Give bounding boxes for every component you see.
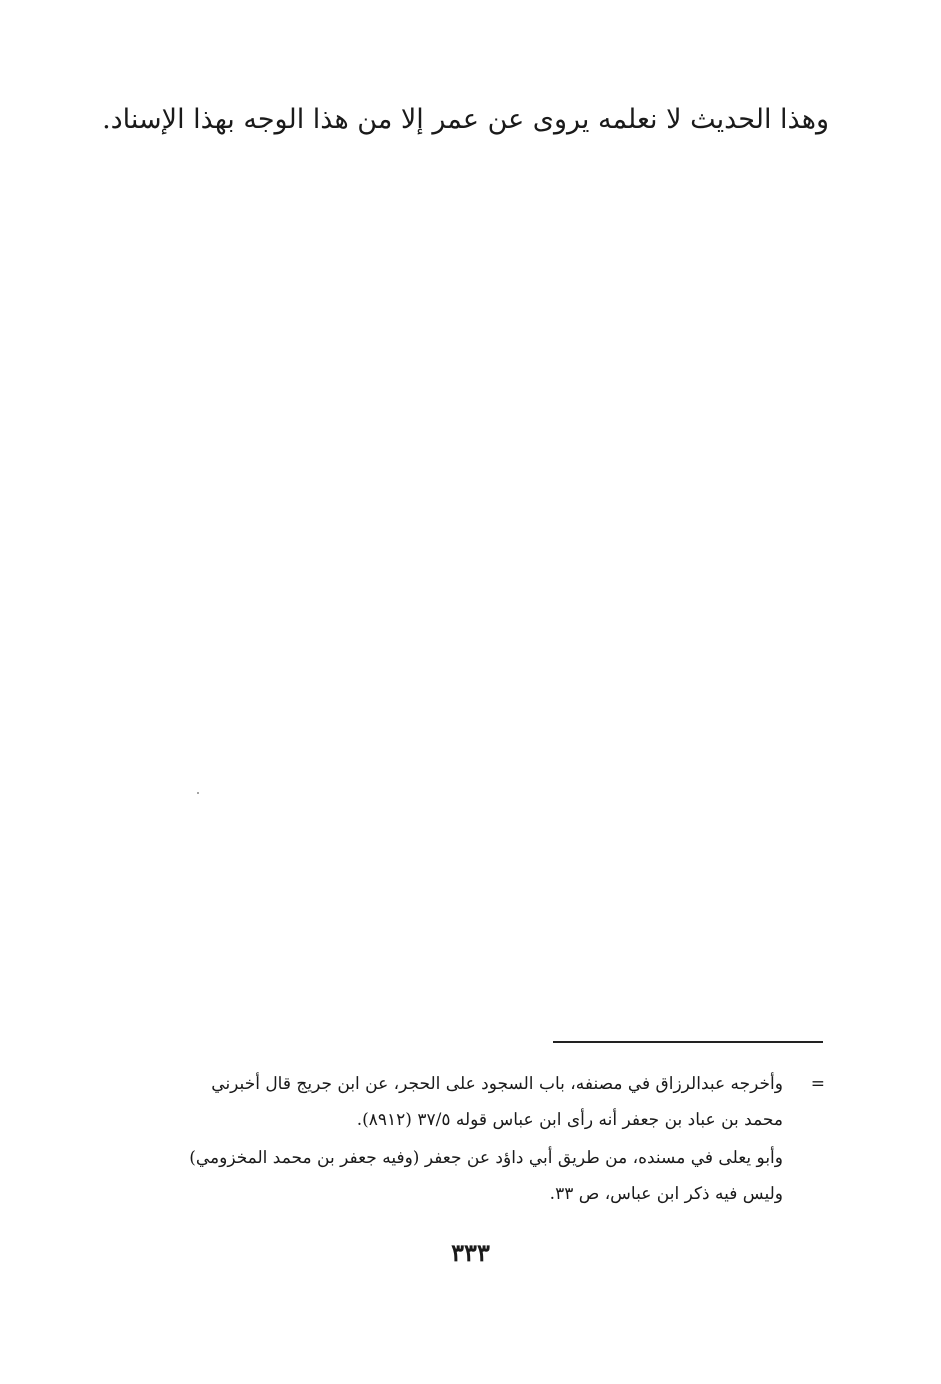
scan-speck	[197, 792, 199, 794]
footnote-line: وليس فيه ذكر ابن عباس، ص ٣٣.	[549, 1184, 783, 1204]
footnote-line: وأبو يعلى في مسنده، من طريق أبي داؤد عن جعفر (وفيه جعفر بن محمد المخزومي)	[189, 1148, 783, 1168]
page-number: ٣٣٣	[451, 1238, 490, 1267]
footnote-continuation-mark: =	[810, 1074, 825, 1094]
main-text-line: وهذا الحديث لا نعلمه يروى عن عمر إلا من هذا الوجه بهذا الإسناد.	[102, 104, 829, 135]
footnote-separator	[553, 1041, 823, 1043]
footnote-line: وأخرجه عبدالرزاق في مصنفه، باب السجود على الحجر، عن ابن جريج قال أخبرني	[211, 1074, 783, 1094]
footnote-line: محمد بن عباد بن جعفر أنه رأى ابن عباس قوله ٣٧/٥ (٨٩١٢).	[356, 1110, 783, 1130]
